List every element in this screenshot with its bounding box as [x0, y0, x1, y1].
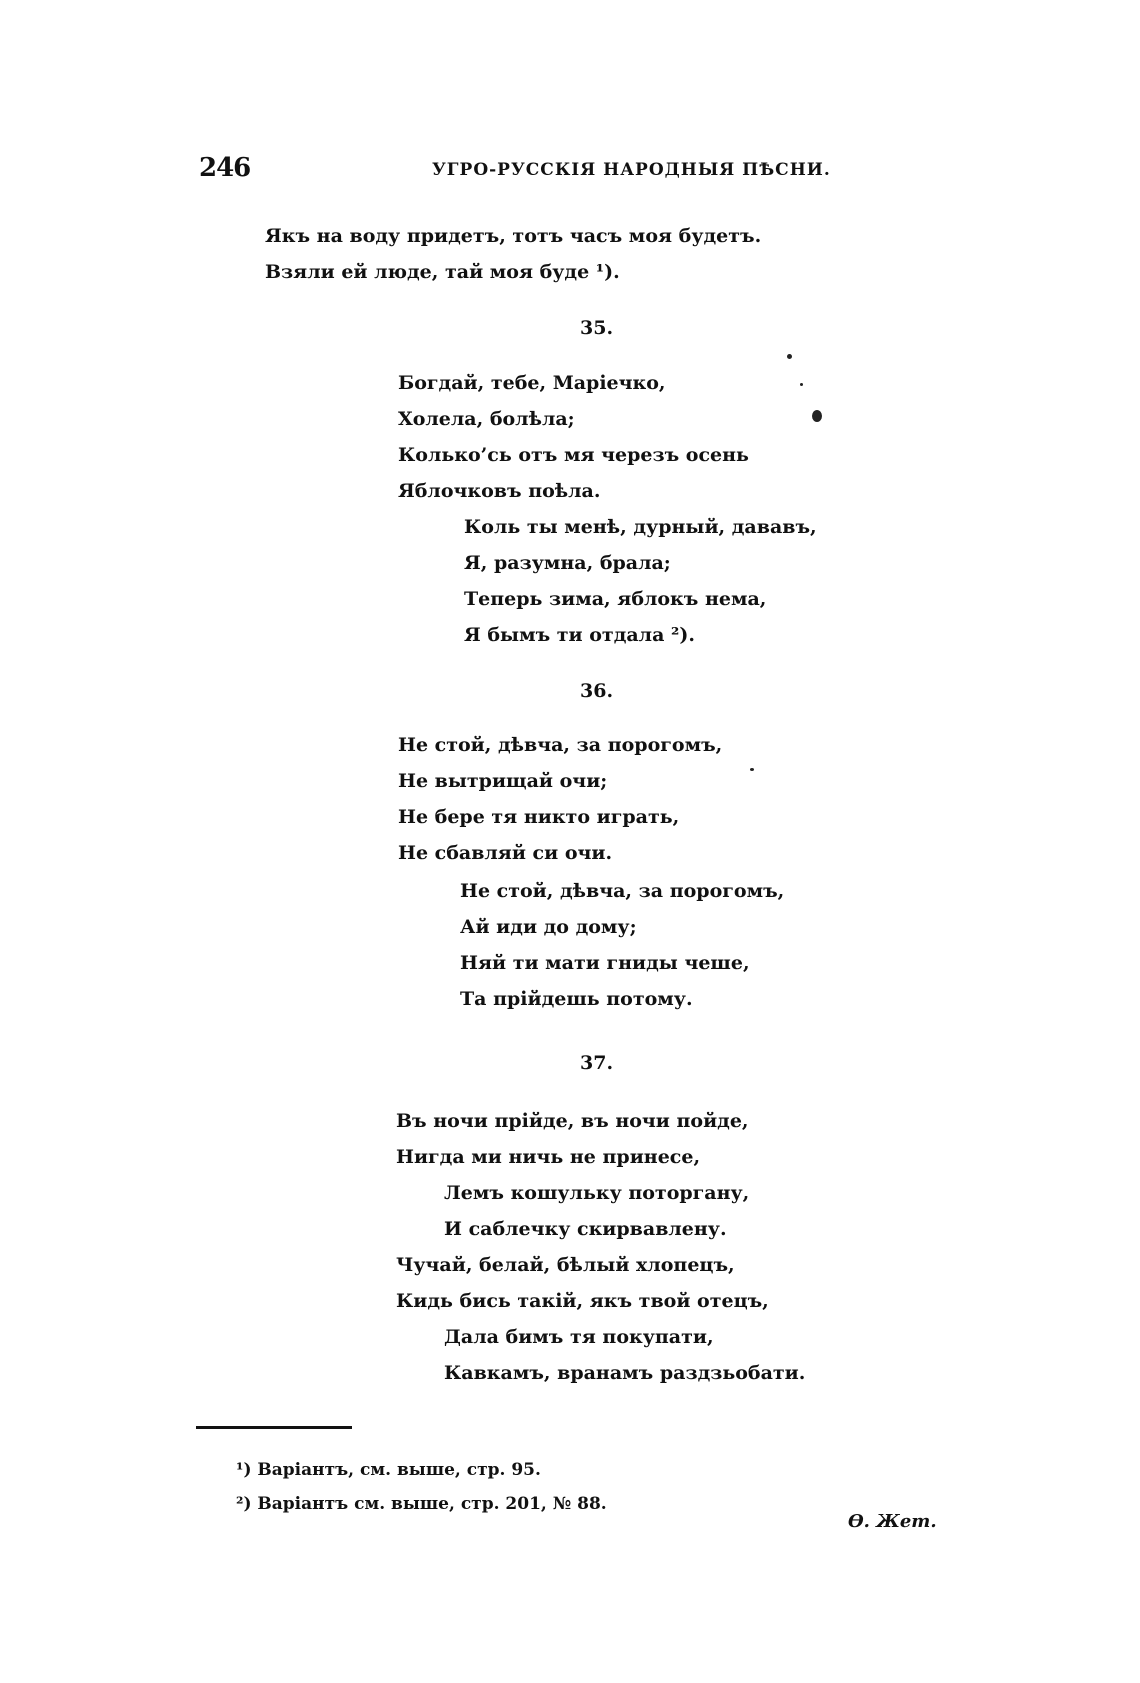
verse-line: Не стой, дѣвча, за порогомъ,: [398, 734, 723, 756]
verse-line: Не вытрищай очи;: [398, 770, 608, 792]
footnote-rule: [196, 1426, 352, 1429]
verse-line: Коль ты менѣ, дурный, дававъ,: [464, 516, 817, 538]
page-number: 246: [199, 153, 251, 183]
verse-line: Я, разумна, брала;: [464, 552, 671, 574]
ink-speck: [800, 383, 803, 386]
song-number: 35.: [580, 317, 614, 339]
intro-line: Взяли ей люде, тай моя буде ¹).: [265, 261, 620, 283]
verse-line: И саблечку скирвавлену.: [444, 1218, 727, 1240]
verse-line: Я бымъ ти отдала ²).: [464, 624, 695, 646]
verse-line: Ай иди до дому;: [460, 916, 637, 938]
song-number: 37.: [580, 1052, 614, 1074]
verse-line: Колько’сь отъ мя черезъ осень: [398, 444, 749, 466]
intro-line: Якъ на воду придетъ, тотъ часъ моя будетъ.: [265, 225, 762, 247]
verse-line: Та прійдешь потому.: [460, 988, 693, 1010]
ink-speck: [812, 410, 822, 422]
verse-line: Няй ти мати гниды чеше,: [460, 952, 750, 974]
verse-line: Не бере тя никто играть,: [398, 806, 680, 828]
verse-line: Лемъ кошульку поторгану,: [444, 1182, 750, 1204]
ink-speck: [750, 768, 754, 771]
verse-line: Чучай, белай, бѣлый хлопецъ,: [396, 1254, 735, 1276]
footnote: ²) Варіантъ см. выше, стр. 201, № 88.: [236, 1494, 607, 1514]
verse-line: Дала бимъ тя покупати,: [444, 1326, 714, 1348]
verse-line: Кавкамъ, вранамъ раздзьобати.: [444, 1362, 806, 1384]
verse-line: Холела, болѣла;: [398, 408, 575, 430]
verse-line: Богдай, тебе, Маріечко,: [398, 372, 666, 394]
verse-line: Въ ночи прійде, въ ночи пойде,: [396, 1110, 749, 1132]
verse-line: Яблочковъ поѣла.: [398, 480, 601, 502]
footnote: ¹) Варіантъ, см. выше, стр. 95.: [236, 1460, 541, 1480]
verse-line: Кидь бись такій, якъ твой отецъ,: [396, 1290, 769, 1312]
song-number: 36.: [580, 680, 614, 702]
signature: Ѳ. Жет.: [848, 1511, 937, 1532]
verse-line: Теперь зима, яблокъ нема,: [464, 588, 767, 610]
verse-line: Не сбавляй си очи.: [398, 842, 613, 864]
verse-line: Нигда ми ничь не принесе,: [396, 1146, 701, 1168]
verse-line: Не стой, дѣвча, за порогомъ,: [460, 880, 785, 902]
ink-speck: [787, 354, 792, 359]
running-title: УГРО-РУССКІЯ НАРОДНЫЯ ПѢСНИ.: [432, 160, 831, 180]
